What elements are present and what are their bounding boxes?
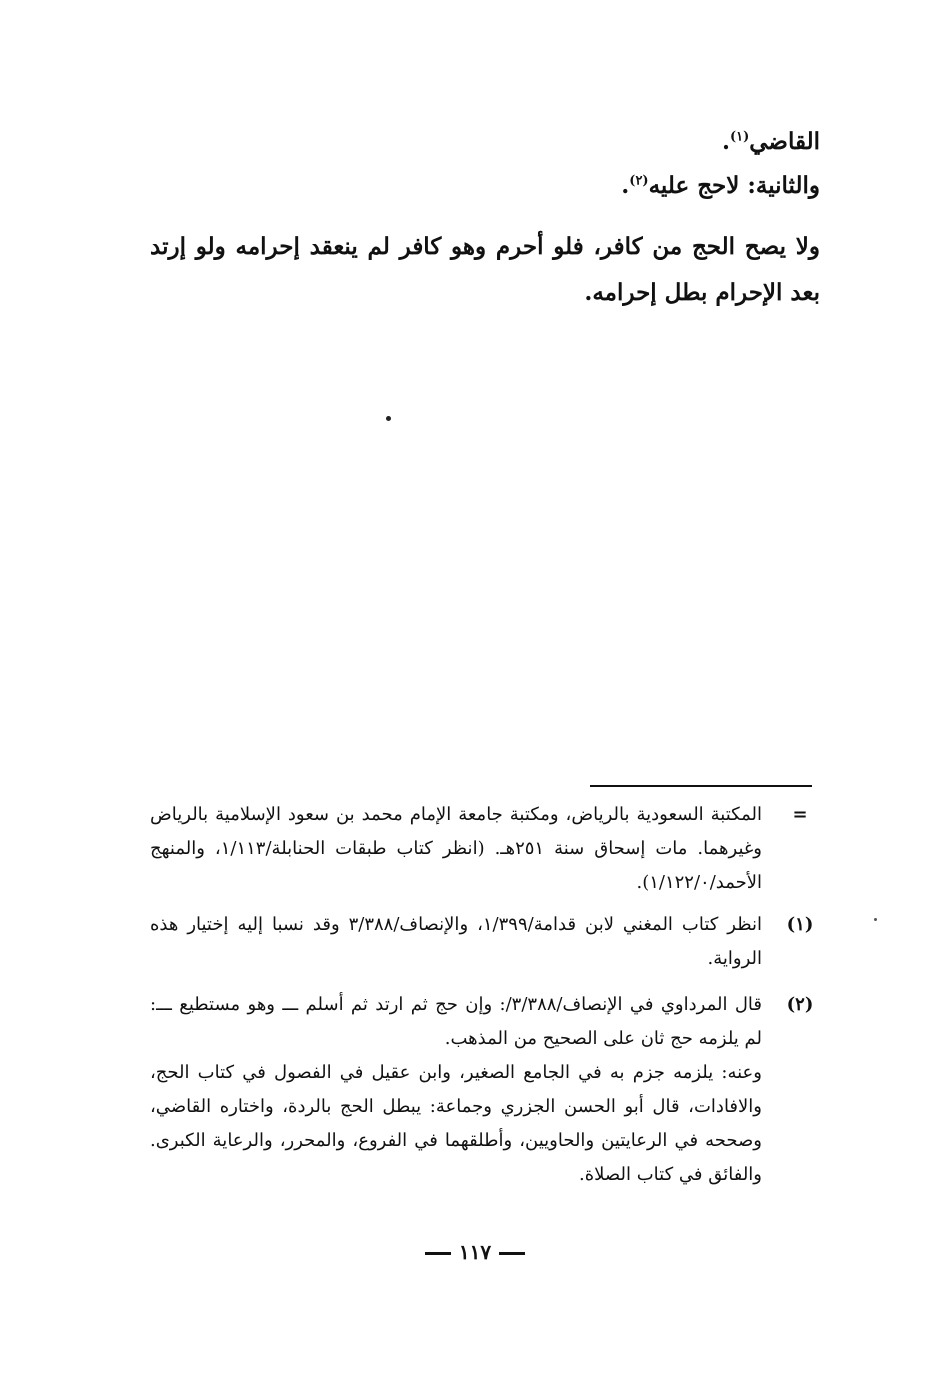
footnote-ref-2: (٢) [629,173,649,189]
footnote-2-line2: وعنه: يلزمه جزم به في الجامع الصغير، وابن عقيل في الفصول في كتاب الحج، والافادات، قال أبو الحسن الجزري وجماعة: يبطل الحج بالردة، واختاره القاضي، وصححه في الرعايتين والحاويين، وأطلقهما في الفروع، والمحرر، والرعاية الكبرى. والفائق في كتاب الصلاة. [150,1062,762,1185]
footnote-1-marker: (١) [786,914,814,935]
main-line-2-end: . [621,172,630,199]
page-number-dash-left [425,1252,451,1255]
page-number-dash-right [499,1252,525,1255]
main-line-1 [722,128,820,155]
footnote-continuation [150,798,820,900]
footnote-separator [590,785,812,787]
continuation-marker: = [792,804,808,825]
footnote-1 [150,908,820,976]
footnote-2-line1: قال المرداوي في الإنصاف/٣/٣٨٨/: وإن حج ثم ارتد ثم أسلم ـــ وهو مستطيع ـــ: لم يلزمه حج ثان على الصحيح من المذهب. [150,994,762,1049]
scan-speck [386,416,391,421]
scan-speck [874,918,877,921]
main-line-1-end: . [721,128,730,155]
footnote-ref-1: (١) [729,129,750,145]
main-line-1-text: القاضي [749,128,820,155]
page-number [0,1240,950,1264]
main-line-2-text: والثانية: لاحج عليه [648,172,820,199]
footnote-2 [150,988,820,1192]
continuation-text: المكتبة السعودية بالرياض، ومكتبة جامعة الإمام محمد بن سعود الإسلامية بالرياض وغيرهما. مات إسحاق سنة ٢٥١هـ. (انظر كتاب طبقات الحنابلة/١/١١٣، والمنهج الأحمد/١/١٢٢/٠). [150,804,762,893]
main-paragraph: ولا يصح الحج من كافر، فلو أحرم وهو كافر لم ينعقد إحرامه ولو إرتد بعد الإحرام بطل إحرامه. [150,233,820,306]
main-line-2 [621,172,820,199]
footnote-2-marker: (٢) [786,994,814,1015]
footnote-1-text: انظر كتاب المغني لابن قدامة/١/٣٩٩، والإنصاف/٣/٣٨٨ وقد نسبا إليه إختيار هذه الرواية. [150,914,762,969]
page-number-value: ١١٧ [458,1240,492,1264]
